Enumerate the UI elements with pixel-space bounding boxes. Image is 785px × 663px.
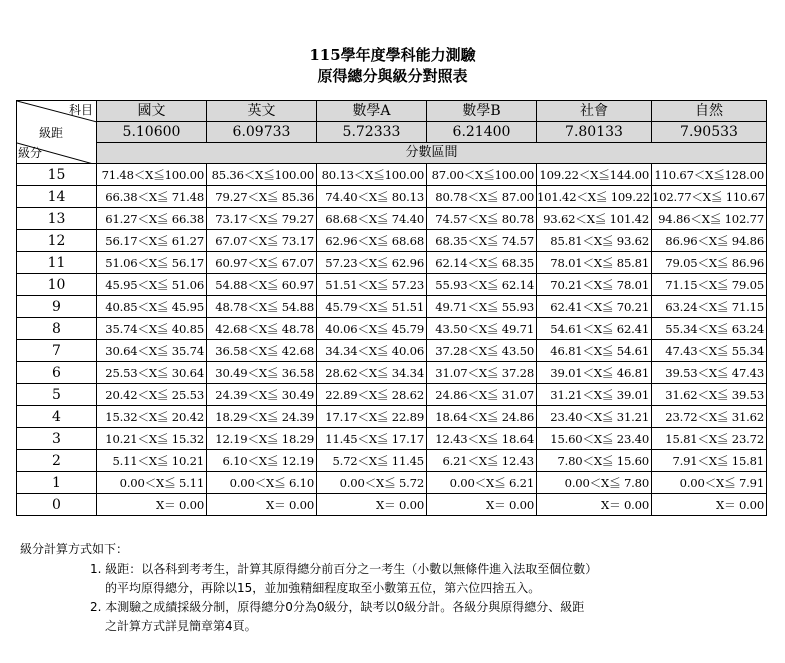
subject-header: 自然 <box>652 101 767 122</box>
subject-header: 社會 <box>537 101 652 122</box>
range-cell: 30.64＜X≦ 35.74 <box>97 340 207 362</box>
level-cell: 14 <box>17 186 97 208</box>
range-cell: 51.06＜X≦ 56.17 <box>97 252 207 274</box>
corner-subject-label: 科目 <box>68 103 93 117</box>
range-cell: X＝ 0.00 <box>652 494 767 516</box>
range-cell: 60.97＜X≦ 67.07 <box>207 252 317 274</box>
level-cell: 0 <box>17 494 97 516</box>
level-cell: 7 <box>17 340 97 362</box>
range-cell: 39.53＜X≦ 47.43 <box>652 362 767 384</box>
range-cell: 23.72＜X≦ 31.62 <box>652 406 767 428</box>
range-cell: 30.49＜X≦ 36.58 <box>207 362 317 384</box>
range-cell: 62.14＜X≦ 68.35 <box>427 252 537 274</box>
corner-level-label: 級分 <box>18 146 43 160</box>
range-cell: 70.21＜X≦ 78.01 <box>537 274 652 296</box>
range-cell: 31.62＜X≦ 39.53 <box>652 384 767 406</box>
range-cell: 46.81＜X≦ 54.61 <box>537 340 652 362</box>
range-cell: 49.71＜X≦ 55.93 <box>427 296 537 318</box>
range-cell: 40.06＜X≦ 45.79 <box>317 318 427 340</box>
range-cell: 0.00＜X≦ 7.80 <box>537 472 652 494</box>
range-cell: 0.00＜X≦ 6.10 <box>207 472 317 494</box>
range-cell: 102.77＜X≦ 110.67 <box>652 186 767 208</box>
table-row <box>17 384 767 406</box>
subject-header: 數學A <box>317 101 427 122</box>
table-row <box>17 186 767 208</box>
range-cell: 45.79＜X≦ 51.51 <box>317 296 427 318</box>
range-cell: 45.95＜X≦ 51.06 <box>97 274 207 296</box>
range-cell: 85.36＜X≦100.00 <box>207 164 317 186</box>
range-cell: 48.78＜X≦ 54.88 <box>207 296 317 318</box>
range-cell: 40.85＜X≦ 45.95 <box>97 296 207 318</box>
level-cell: 5 <box>17 384 97 406</box>
range-cell: 80.13＜X≦100.00 <box>317 164 427 186</box>
note-number: 1. <box>90 562 102 576</box>
note-number: 2. <box>90 600 102 614</box>
level-cell: 4 <box>17 406 97 428</box>
range-cell: X＝ 0.00 <box>317 494 427 516</box>
table-row <box>17 472 767 494</box>
range-cell: 11.45＜X≦ 17.17 <box>317 428 427 450</box>
table-row <box>17 406 767 428</box>
range-header: 分數區間 <box>97 143 767 164</box>
range-cell: 15.81＜X≦ 23.72 <box>652 428 767 450</box>
range-cell: 74.57＜X≦ 80.78 <box>427 208 537 230</box>
range-cell: 56.17＜X≦ 61.27 <box>97 230 207 252</box>
range-cell: 18.64＜X≦ 24.86 <box>427 406 537 428</box>
level-cell: 12 <box>17 230 97 252</box>
range-cell: 22.89＜X≦ 28.62 <box>317 384 427 406</box>
notes-heading: 級分計算方式如下： <box>20 542 129 556</box>
range-cell: 31.21＜X≦ 39.01 <box>537 384 652 406</box>
level-cell: 8 <box>17 318 97 340</box>
range-cell: 7.91＜X≦ 15.81 <box>652 450 767 472</box>
range-cell: 54.61＜X≦ 62.41 <box>537 318 652 340</box>
range-cell: 63.24＜X≦ 71.15 <box>652 296 767 318</box>
score-conversion-table <box>16 100 767 516</box>
range-cell: 34.34＜X≦ 40.06 <box>317 340 427 362</box>
table-row <box>17 208 767 230</box>
subject-header: 國文 <box>97 101 207 122</box>
range-cell: 10.21＜X≦ 15.32 <box>97 428 207 450</box>
range-cell: 25.53＜X≦ 30.64 <box>97 362 207 384</box>
gap-value: 5.72333 <box>317 122 427 143</box>
range-cell: 86.96＜X≦ 94.86 <box>652 230 767 252</box>
table-row <box>17 494 767 516</box>
note-item <box>90 598 597 636</box>
range-cell: 5.11＜X≦ 10.21 <box>97 450 207 472</box>
range-cell: 55.34＜X≦ 63.24 <box>652 318 767 340</box>
level-cell: 9 <box>17 296 97 318</box>
note-text-continued: 的平均原得總分，再除以15，並加強精細程度取至小數第五位，第六位四捨五入。 <box>105 581 541 595</box>
table-row <box>17 318 767 340</box>
level-cell: 3 <box>17 428 97 450</box>
range-cell: 62.41＜X≦ 70.21 <box>537 296 652 318</box>
range-cell: 51.51＜X≦ 57.23 <box>317 274 427 296</box>
level-cell: 10 <box>17 274 97 296</box>
note-item <box>90 560 597 598</box>
table-row <box>17 362 767 384</box>
range-cell: 55.93＜X≦ 62.14 <box>427 274 537 296</box>
subject-header: 數學B <box>427 101 537 122</box>
range-cell: X＝ 0.00 <box>207 494 317 516</box>
range-cell: 6.10＜X≦ 12.19 <box>207 450 317 472</box>
range-cell: 73.17＜X≦ 79.27 <box>207 208 317 230</box>
range-cell: 36.58＜X≦ 42.68 <box>207 340 317 362</box>
range-cell: 0.00＜X≦ 5.11 <box>97 472 207 494</box>
range-cell: 24.86＜X≦ 31.07 <box>427 384 537 406</box>
table-row <box>17 428 767 450</box>
range-cell: 66.38＜X≦ 71.48 <box>97 186 207 208</box>
range-cell: 17.17＜X≦ 22.89 <box>317 406 427 428</box>
calculation-notes <box>20 540 597 636</box>
range-cell: 61.27＜X≦ 66.38 <box>97 208 207 230</box>
table-row <box>17 252 767 274</box>
range-cell: 109.22＜X≦144.00 <box>537 164 652 186</box>
range-cell: 15.60＜X≦ 23.40 <box>537 428 652 450</box>
range-cell: 62.96＜X≦ 68.68 <box>317 230 427 252</box>
gap-value: 6.21400 <box>427 122 537 143</box>
range-cell: 0.00＜X≦ 5.72 <box>317 472 427 494</box>
subject-header: 英文 <box>207 101 317 122</box>
range-cell: 71.48＜X≦100.00 <box>97 164 207 186</box>
range-cell: 74.40＜X≦ 80.13 <box>317 186 427 208</box>
level-cell: 6 <box>17 362 97 384</box>
range-cell: 94.86＜X≦ 102.77 <box>652 208 767 230</box>
range-cell: 85.81＜X≦ 93.62 <box>537 230 652 252</box>
table-corner-header <box>17 101 97 164</box>
document-subtitle: 原得總分與級分對照表 <box>317 67 468 85</box>
range-cell: 12.19＜X≦ 18.29 <box>207 428 317 450</box>
range-cell: 42.68＜X≦ 48.78 <box>207 318 317 340</box>
gap-value: 5.10600 <box>97 122 207 143</box>
range-cell: 93.62＜X≦ 101.42 <box>537 208 652 230</box>
range-cell: 24.39＜X≦ 30.49 <box>207 384 317 406</box>
table-row <box>17 274 767 296</box>
note-text: 本測驗之成績採級分制，原得總分0分為0級分，缺考以0級分計。各級分與原得總分、級距 <box>105 600 585 614</box>
range-cell: 68.68＜X≦ 74.40 <box>317 208 427 230</box>
range-cell: 47.43＜X≦ 55.34 <box>652 340 767 362</box>
range-cell: 79.27＜X≦ 85.36 <box>207 186 317 208</box>
range-cell: 87.00＜X≦100.00 <box>427 164 537 186</box>
table-row <box>17 450 767 472</box>
note-text: 級距：以各科到考考生，計算其原得總分前百分之一考生（小數以無條件進入法取至個位數） <box>105 562 598 576</box>
gap-value: 7.90533 <box>652 122 767 143</box>
range-cell: 20.42＜X≦ 25.53 <box>97 384 207 406</box>
range-cell: 0.00＜X≦ 6.21 <box>427 472 537 494</box>
range-cell: 6.21＜X≦ 12.43 <box>427 450 537 472</box>
gap-value: 7.80133 <box>537 122 652 143</box>
range-cell: 54.88＜X≦ 60.97 <box>207 274 317 296</box>
range-cell: 80.78＜X≦ 87.00 <box>427 186 537 208</box>
range-cell: 12.43＜X≦ 18.64 <box>427 428 537 450</box>
range-cell: 23.40＜X≦ 31.21 <box>537 406 652 428</box>
range-cell: 71.15＜X≦ 79.05 <box>652 274 767 296</box>
range-cell: 57.23＜X≦ 62.96 <box>317 252 427 274</box>
range-cell: 15.32＜X≦ 20.42 <box>97 406 207 428</box>
range-cell: 7.80＜X≦ 15.60 <box>537 450 652 472</box>
range-cell: 110.67＜X≦128.00 <box>652 164 767 186</box>
gap-value: 6.09733 <box>207 122 317 143</box>
range-cell: 31.07＜X≦ 37.28 <box>427 362 537 384</box>
table-row <box>17 230 767 252</box>
table-row <box>17 340 767 362</box>
corner-gap-label: 級距 <box>39 126 64 140</box>
range-cell: 5.72＜X≦ 11.45 <box>317 450 427 472</box>
range-cell: 101.42＜X≦ 109.22 <box>537 186 652 208</box>
range-cell: X＝ 0.00 <box>427 494 537 516</box>
range-cell: 0.00＜X≦ 7.91 <box>652 472 767 494</box>
level-cell: 2 <box>17 450 97 472</box>
table-row <box>17 296 767 318</box>
document-title: 115學年度學科能力測驗 <box>309 46 476 64</box>
level-cell: 15 <box>17 164 97 186</box>
range-cell: 43.50＜X≦ 49.71 <box>427 318 537 340</box>
level-cell: 13 <box>17 208 97 230</box>
level-cell: 1 <box>17 472 97 494</box>
range-cell: 67.07＜X≦ 73.17 <box>207 230 317 252</box>
range-cell: 39.01＜X≦ 46.81 <box>537 362 652 384</box>
range-cell: 35.74＜X≦ 40.85 <box>97 318 207 340</box>
table-row <box>17 164 767 186</box>
range-cell: X＝ 0.00 <box>537 494 652 516</box>
range-cell: 28.62＜X≦ 34.34 <box>317 362 427 384</box>
range-cell: 79.05＜X≦ 86.96 <box>652 252 767 274</box>
range-cell: 68.35＜X≦ 74.57 <box>427 230 537 252</box>
level-cell: 11 <box>17 252 97 274</box>
range-cell: 37.28＜X≦ 43.50 <box>427 340 537 362</box>
range-cell: 18.29＜X≦ 24.39 <box>207 406 317 428</box>
range-cell: 78.01＜X≦ 85.81 <box>537 252 652 274</box>
range-cell: X＝ 0.00 <box>97 494 207 516</box>
note-text-continued: 之計算方式詳見簡章第4頁。 <box>105 619 257 633</box>
